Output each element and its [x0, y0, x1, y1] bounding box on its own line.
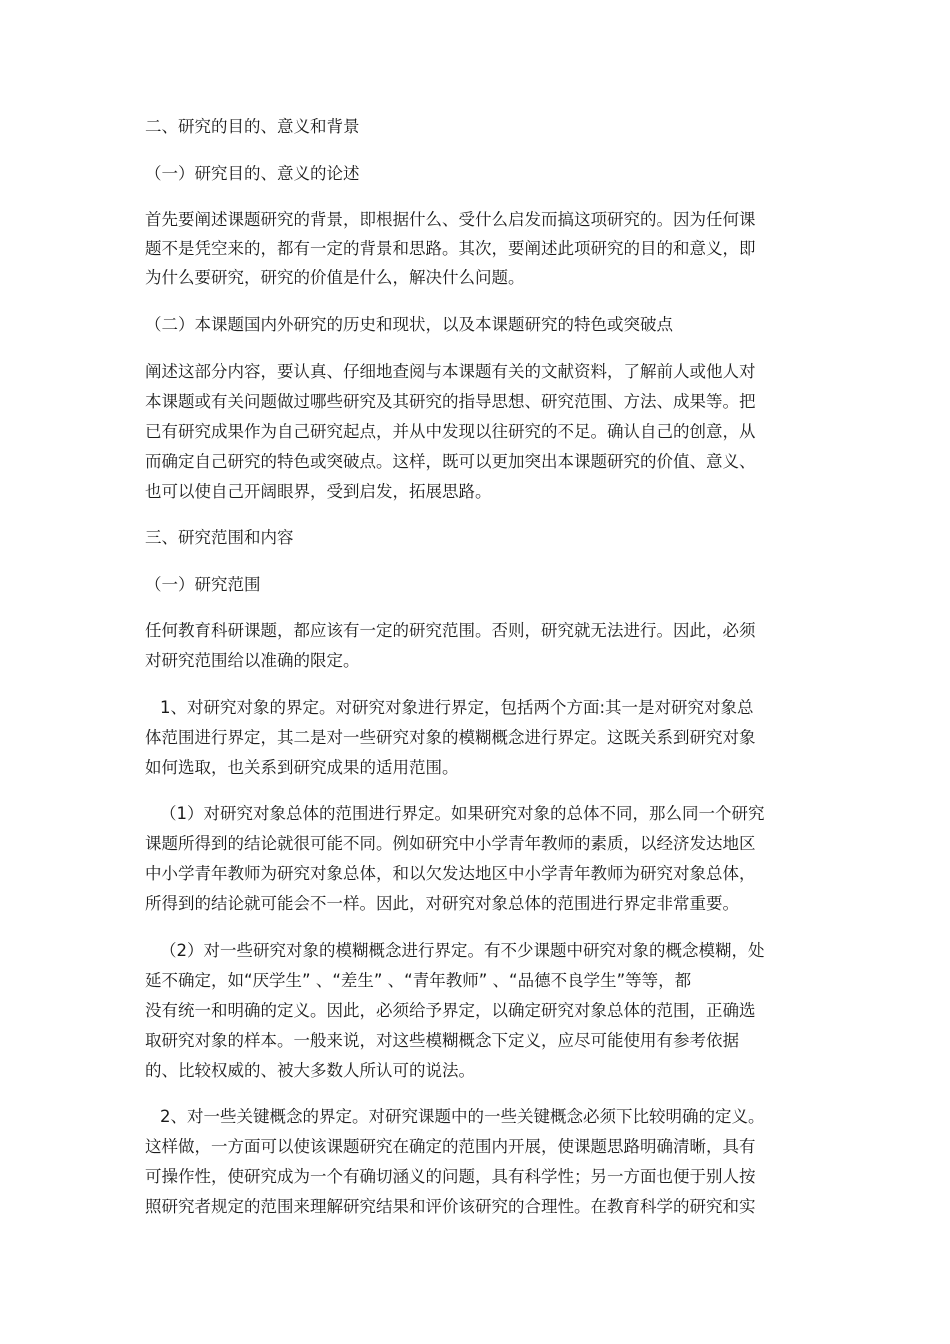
paragraph-line: 已有研究成果作为自己研究起点，并从中发现以往研究的不足。确认自己的创意，从 — [145, 422, 756, 441]
subsection-heading-2-1: （一）研究目的、意义的论述 — [145, 164, 360, 183]
paragraph-line: 也可以使自己开阔眼界，受到启发，拓展思路。 — [145, 482, 492, 501]
paragraph-line: 这样做，一方面可以使该课题研究在确定的范围内开展，使课题思路明确清晰，具有 — [145, 1137, 756, 1156]
section-heading-3: 三、研究范围和内容 — [145, 528, 294, 547]
paragraph-line: 1、对研究对象的界定。对研究对象进行界定，包括两个方面:其一是对研究对象总 — [160, 698, 754, 717]
paragraph-line: 照研究者规定的范围来理解研究结果和评价该研究的合理性。在教育科学的研究和实 — [145, 1197, 756, 1216]
section-heading-2: 二、研究的目的、意义和背景 — [145, 117, 360, 136]
paragraph-line: 课题所得到的结论就很可能不同。例如研究中小学青年教师的素质，以经济发达地区 — [145, 834, 756, 853]
paragraph-line: 对研究范围给以准确的限定。 — [145, 651, 360, 670]
paragraph-line: 如何选取，也关系到研究成果的适用范围。 — [145, 758, 459, 777]
subsection-heading-3-1: （一）研究范围 — [145, 575, 261, 594]
paragraph-line: （1）对研究对象总体的范围进行界定。如果研究对象的总体不同，那么同一个研究 — [160, 804, 765, 823]
paragraph-line: 阐述这部分内容，要认真、仔细地查阅与本课题有关的文献资料，了解前人或他人对 — [145, 362, 756, 381]
paragraph-line: 中小学青年教师为研究对象总体，和以欠发达地区中小学青年教师为研究对象总体， — [145, 864, 756, 883]
paragraph-line: 没有统一和明确的定义。因此，必须给予界定，以确定研究对象总体的范围，正确选 — [145, 1001, 756, 1020]
paragraph-line: 的、比较权威的、被大多数人所认可的说法。 — [145, 1061, 475, 1080]
paragraph-line: 而确定自己研究的特色或突破点。这样，既可以更加突出本课题研究的价值、意义、 — [145, 452, 756, 471]
paragraph-line: 首先要阐述课题研究的背景，即根据什么、受什么启发而搞这项研究的。因为任何课 — [145, 210, 756, 229]
subsection-heading-2-2: （二）本课题国内外研究的历史和现状，以及本课题研究的特色或突破点 — [145, 315, 673, 334]
paragraph-line: 为什么要研究，研究的价值是什么，解决什么问题。 — [145, 268, 525, 287]
paragraph-line: 延不确定，如“厌学生” 、“差生” 、“青年教师” 、“品德不良学生”等等，都 — [145, 971, 692, 990]
paragraph-line: 取研究对象的样本。一般来说，对这些模糊概念下定义，应尽可能使用有参考依据 — [145, 1031, 739, 1050]
paragraph-line: 题不是凭空来的，都有一定的背景和思路。其次，要阐述此项研究的目的和意义，即 — [145, 239, 756, 258]
paragraph-line: 体范围进行界定，其二是对一些研究对象的模糊概念进行界定。这既关系到研究对象 — [145, 728, 756, 747]
paragraph-line: 可操作性，使研究成为一个有确切涵义的问题，具有科学性；另一方面也便于别人按 — [145, 1167, 756, 1186]
paragraph-line: 本课题或有关问题做过哪些研究及其研究的指导思想、研究范围、方法、成果等。把 — [145, 392, 756, 411]
paragraph-line: 2、对一些关键概念的界定。对研究课题中的一些关键概念必须下比较明确的定义。 — [160, 1107, 765, 1126]
paragraph-line: 所得到的结论就可能会不一样。因此，对研究对象总体的范围进行界定非常重要。 — [145, 894, 739, 913]
paragraph-line: （2）对一些研究对象的模糊概念进行界定。有不少课题中研究对象的概念模糊，处 — [160, 941, 765, 960]
paragraph-line: 任何教育科研课题，都应该有一定的研究范围。否则，研究就无法进行。因此，必须 — [145, 621, 756, 640]
